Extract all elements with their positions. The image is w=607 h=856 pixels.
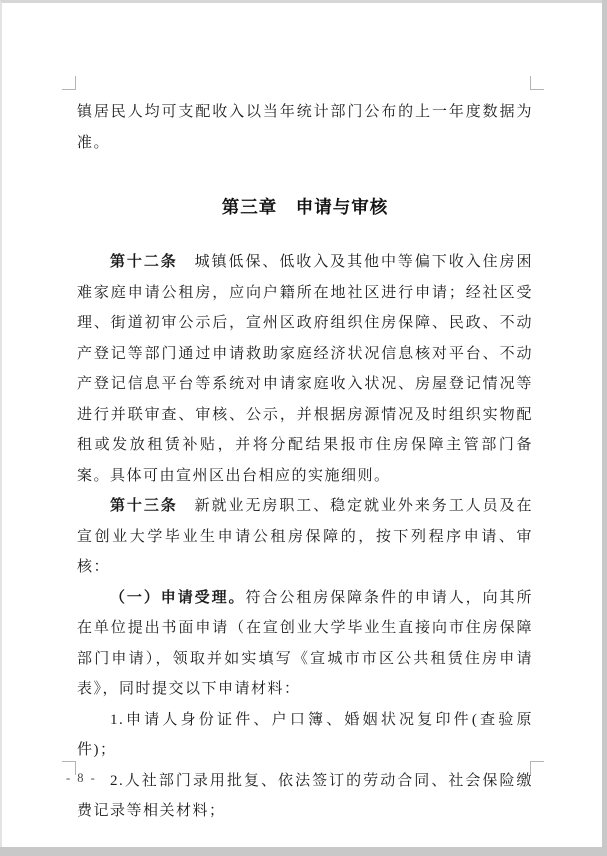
page-number: - 8 - <box>66 771 97 785</box>
document-body <box>77 97 533 827</box>
article-13-label: 第十三条 <box>110 498 178 514</box>
paragraph-material-1: 1.申请人身份证件、户口簿、婚姻状况复印件(查验原件)； <box>77 711 533 758</box>
paragraph-item-acceptance <box>77 583 533 705</box>
paragraph-material-2: 2.人社部门录用批复、依法签订的劳动合同、社会保险缴费记录等相关材料； <box>77 772 533 819</box>
chapter-heading: 第三章 申请与审核 <box>221 197 389 217</box>
paragraph-intro-continuation: 镇居民人均可支配收入以当年统计部门公布的上一年度数据为准。 <box>77 104 533 151</box>
article-12-text: 城镇低保、低收入及其他中等偏下收入住房困难家庭申请公租房，应向户籍所在地社区进行申请；经社区受理、街道初审公示后，宣州区政府组织住房保障、民政、不动产登记等部门通过申请救助家庭经济状况信息核对平台、不动产登记信息平台等系统对申请家庭收入状况、房屋登记情况等进行并联审查、审核、公示，并根据房源情况及时组织实物配租或发放租赁补贴，并将分配结果报市住房保障主管部门备案。具体可由宣州区出台相应的实施细则。 <box>77 254 533 484</box>
item-acceptance-label: （一）申请受理。 <box>110 589 246 606</box>
item-acceptance-text: 符合公租房保障条件的申请人，向其所在单位提出书面申请（在宣创业大学毕业生直接向市住房保障部门申请），领取并如实填写《宣城市市区公共租赁住房申请表》，同时提交以下申请材料： <box>77 589 533 697</box>
text-boundary-mark-top-left <box>62 76 76 90</box>
text-boundary-mark-top-right <box>530 76 544 90</box>
paragraph-article-13 <box>77 491 533 583</box>
article-12-label: 第十二条 <box>110 254 178 270</box>
article-13-text: 新就业无房职工、稳定就业外来务工人员及在宣创业大学毕业生申请公租房保障的，按下列程序申请、审核： <box>77 498 533 575</box>
paragraph-article-12 <box>77 247 533 491</box>
